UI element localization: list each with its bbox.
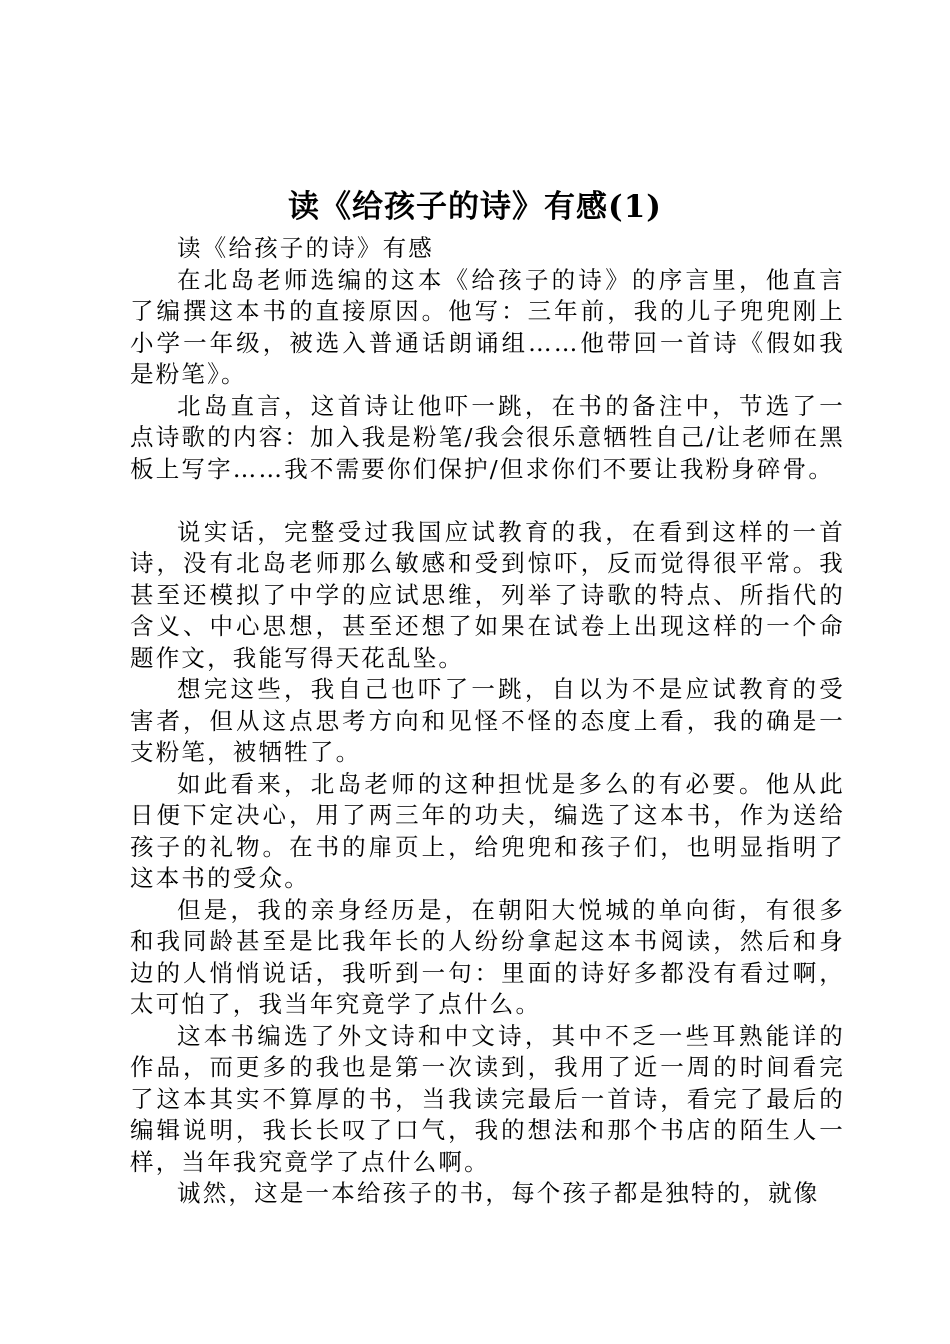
blank-line — [130, 485, 845, 517]
paragraph-subtitle: 读《给孩子的诗》有感 — [177, 234, 434, 262]
paragraph: 但是，我的亲身经历是，在朝阳大悦城的单向街，有很多和我同龄甚至是比我年长的人纷纷拿起这本书阅读，然后和身边的人悄悄说话，我听到一句：里面的诗好多都没有看过啊，太可怕了，我当年究竟学了点什么。 — [130, 895, 845, 1018]
paragraph: 在北岛老师选编的这本《给孩子的诗》的序言里，他直言了编撰这本书的直接原因。他写：三年前，我的儿子兜兜刚上小学一年级，被选入普通话朗诵组……他带回一首诗《假如我是粉笔》。 — [130, 265, 845, 388]
document-title: 读《给孩子的诗》有感(1) — [288, 189, 662, 225]
paragraph: 想完这些，我自己也吓了一跳，自以为不是应试教育的受害者，但从这点思考方向和见怪不怪的态度上看，我的确是一支粉笔，被牺牲了。 — [130, 675, 845, 766]
paragraph: 说实话，完整受过我国应试教育的我，在看到这样的一首诗，没有北岛老师那么敏感和受到惊吓，反而觉得很平常。我甚至还模拟了中学的应试思维，列举了诗歌的特点、所指代的含义、中心思想，甚至还想了如果在试卷上出现这样的一个命题作文，我能写得天花乱坠。 — [130, 517, 845, 672]
document-body — [130, 233, 845, 1210]
paragraph: 北岛直言，这首诗让他吓一跳，在书的备注中，节选了一点诗歌的内容：加入我是粉笔/我会很乐意牺牲自己/让老师在黑板上写字……我不需要你们保护/但求你们不要让我粉身碎骨。 — [130, 391, 845, 483]
paragraph: 这本书编选了外文诗和中文诗，其中不乏一些耳熟能详的作品，而更多的我也是第一次读到，我用了近一周的时间看完了这本其实不算厚的书，当我读完最后一首诗，看完了最后的编辑说明，我长长叹了口气，我的想法和那个书店的陌生人一样，当年我究竟学了点什么啊。 — [130, 1021, 845, 1176]
paragraph: 诚然，这是一本给孩子的书，每个孩子都是独特的，就像 — [177, 1179, 820, 1207]
paragraph: 如此看来，北岛老师的这种担忧是多么的有必要。他从此日便下定决心，用了两三年的功夫，编选了这本书，作为送给孩子的礼物。在书的扉页上，给兜兜和孩子们，也明显指明了这本书的受众。 — [130, 769, 845, 892]
